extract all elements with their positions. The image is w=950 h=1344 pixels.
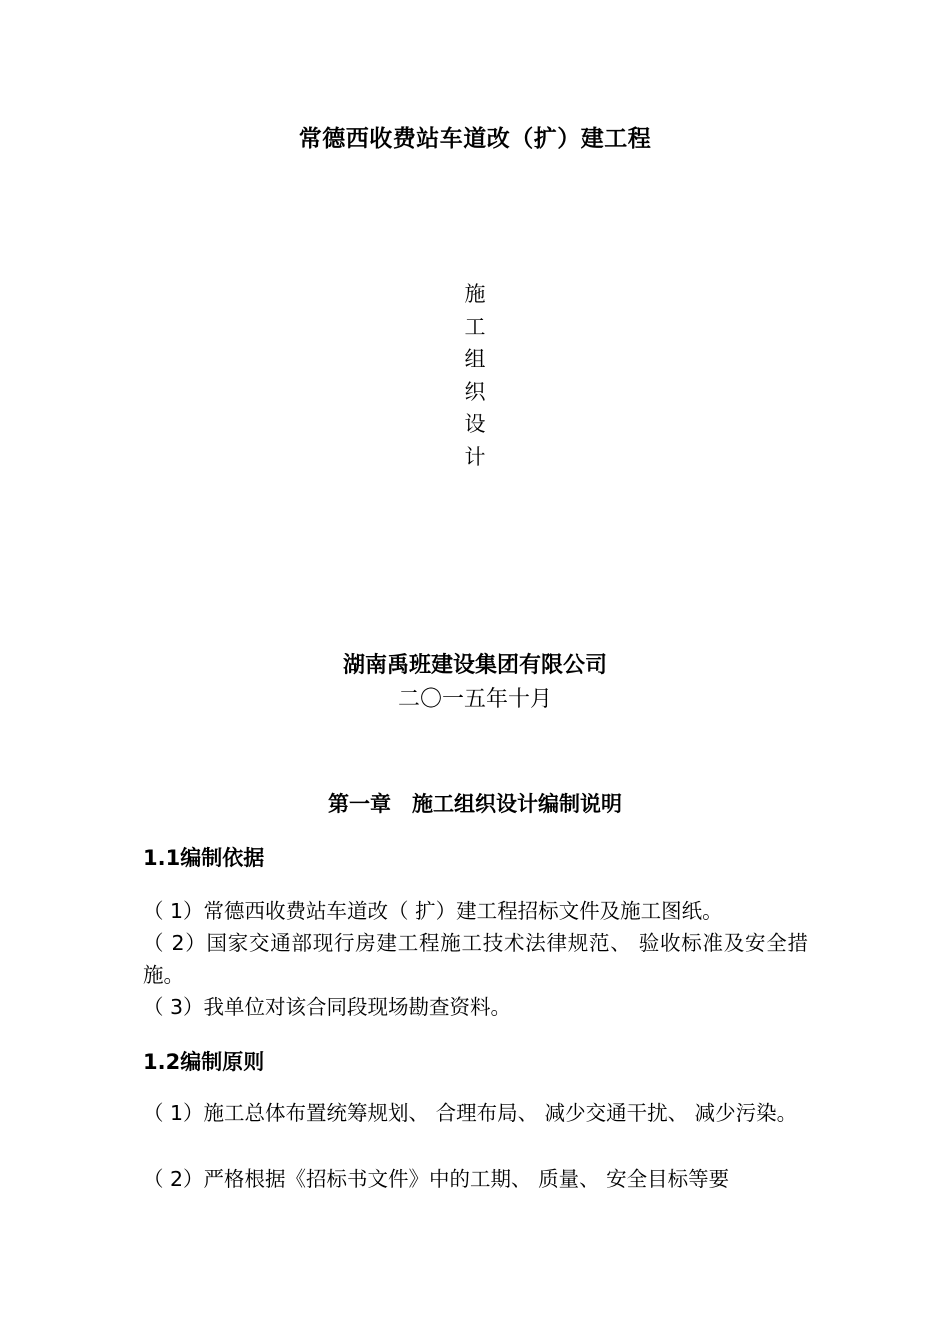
section-heading-basis: 1.1编制依据 — [143, 846, 265, 870]
project-title: 常德西收费站车道改（扩）建工程 — [298, 126, 652, 152]
list-item: （ 2）国家交通部现行房建工程施工技术法律规范、 验收标准及安全措施。 — [143, 931, 808, 987]
document-type-char: 工 — [464, 314, 486, 339]
company-name: 湖南禹班建设集团有限公司 — [342, 653, 607, 678]
document-type-char: 设 — [464, 412, 486, 436]
document-date: 二〇一五年十月 — [397, 687, 552, 712]
document-type-char: 施 — [464, 282, 486, 306]
section-heading-principles: 1.2编制原则 — [143, 1050, 265, 1074]
document-type-char: 计 — [464, 444, 486, 469]
list-item: （ 1）常德西收费站车道改（ 扩）建工程招标文件及施工图纸。 — [143, 899, 723, 923]
document-type-char: 织 — [464, 379, 486, 404]
list-item: （ 2）严格根据《招标书文件》中的工期、 质量、 安全目标等要 — [143, 1167, 730, 1191]
document-type-char: 组 — [464, 347, 486, 371]
list-item: （ 3）我单位对该合同段现场勘查资料。 — [143, 995, 512, 1019]
document-type-vertical-title — [462, 278, 488, 473]
list-item: （ 1）施工总体布置统筹规划、 合理布局、 减少交通干扰、 减少污染。 — [143, 1101, 798, 1125]
chapter-title: 第一章 施工组织设计编制说明 — [328, 792, 622, 816]
